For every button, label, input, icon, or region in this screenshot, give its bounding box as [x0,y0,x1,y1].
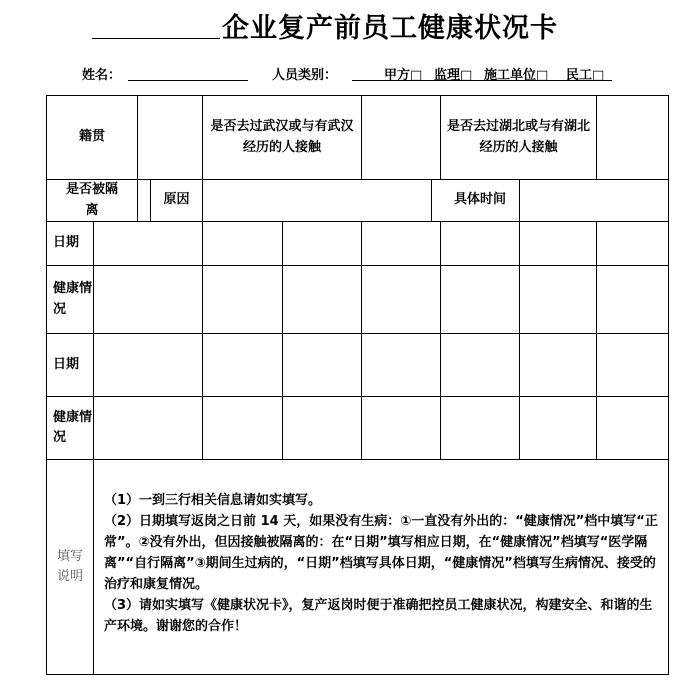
date-cell[interactable] [441,222,520,266]
date-cell[interactable] [94,334,203,397]
instructions-label: 填写说明 [47,460,94,675]
health-cell[interactable] [597,397,669,460]
instruction-line: （1）一到三行相关信息请如实填写。 [104,493,322,508]
health-status-label: 健康情况 [47,266,94,334]
date-cell[interactable] [362,334,441,397]
reason-label: 原因 [151,180,203,222]
date-cell[interactable] [283,334,362,397]
date-cell[interactable] [520,334,597,397]
title-text: 企业复产前员工健康状况卡 [222,13,558,44]
health-cell[interactable] [441,266,520,334]
wuhan-contact-field[interactable] [362,96,441,180]
date-cell[interactable] [362,222,441,266]
date-cell[interactable] [597,334,669,397]
isolated-label: 是否被隔离 [47,180,138,222]
category-label: 人员类别： [272,68,338,83]
date-cell[interactable] [203,222,283,266]
health-cell[interactable] [283,397,362,460]
date-cell[interactable] [283,222,362,266]
origin-field[interactable] [138,96,203,180]
health-cell[interactable] [94,397,203,460]
health-cell[interactable] [520,397,597,460]
category-option-contractor[interactable]: 施工单位□ [484,68,549,83]
health-cell[interactable] [203,397,283,460]
health-card-table [46,95,669,675]
date-cell[interactable] [203,334,283,397]
health-status-label: 健康情况 [47,397,94,460]
health-cell[interactable] [362,397,441,460]
instruction-line: （2）日期填写返岗之日前 14 天，如果没有生病：①一直没有外出的：“健康情况”档中填写“正常”。②没有外出，但因接触被隔离的：在“日期”填写相应日期，在“健康情况”档填写“医学隔离”“自行隔离”③期间生过病的，“日期”档填写具体日期，“健康情况”档填写生病情况、接受的治疗和康复情况。 [104,514,658,593]
health-cell[interactable] [597,266,669,334]
card-title [92,4,652,44]
date-cell[interactable] [441,334,520,397]
name-field[interactable] [128,80,248,81]
category-option-supervisor[interactable]: 监理□ [434,68,473,83]
health-cell[interactable] [94,266,203,334]
isolated-field[interactable] [138,180,151,222]
title-blank-line[interactable] [92,4,220,39]
date-label: 日期 [47,334,94,397]
hubei-contact-field[interactable] [597,96,669,180]
category-option-worker[interactable]: 民工□ [566,68,605,83]
origin-label: 籍贯 [47,96,138,180]
category-option-party-a[interactable]: 甲方□ [384,68,423,83]
name-label: 姓名： [82,68,122,83]
health-cell[interactable] [203,266,283,334]
health-cell[interactable] [520,266,597,334]
health-cell[interactable] [283,266,362,334]
time-label: 具体时间 [432,180,520,222]
time-field[interactable] [520,180,669,222]
instructions-body [94,460,669,675]
date-cell[interactable] [94,222,203,266]
date-label: 日期 [47,222,94,266]
wuhan-contact-question: 是否去过武汉或与有武汉经历的人接触 [203,96,362,180]
reason-field[interactable] [203,180,432,222]
date-cell[interactable] [520,222,597,266]
health-cell[interactable] [441,397,520,460]
hubei-contact-question: 是否去过湖北或与有湖北经历的人接触 [441,96,597,180]
health-cell[interactable] [362,266,441,334]
instruction-line: （3）请如实填写《健康状况卡》，复产返岗时便于准确把控员工健康状况，构建安全、和谐的生产环境。谢谢您的合作！ [104,598,653,635]
date-cell[interactable] [597,222,669,266]
personal-info-row [0,62,674,86]
